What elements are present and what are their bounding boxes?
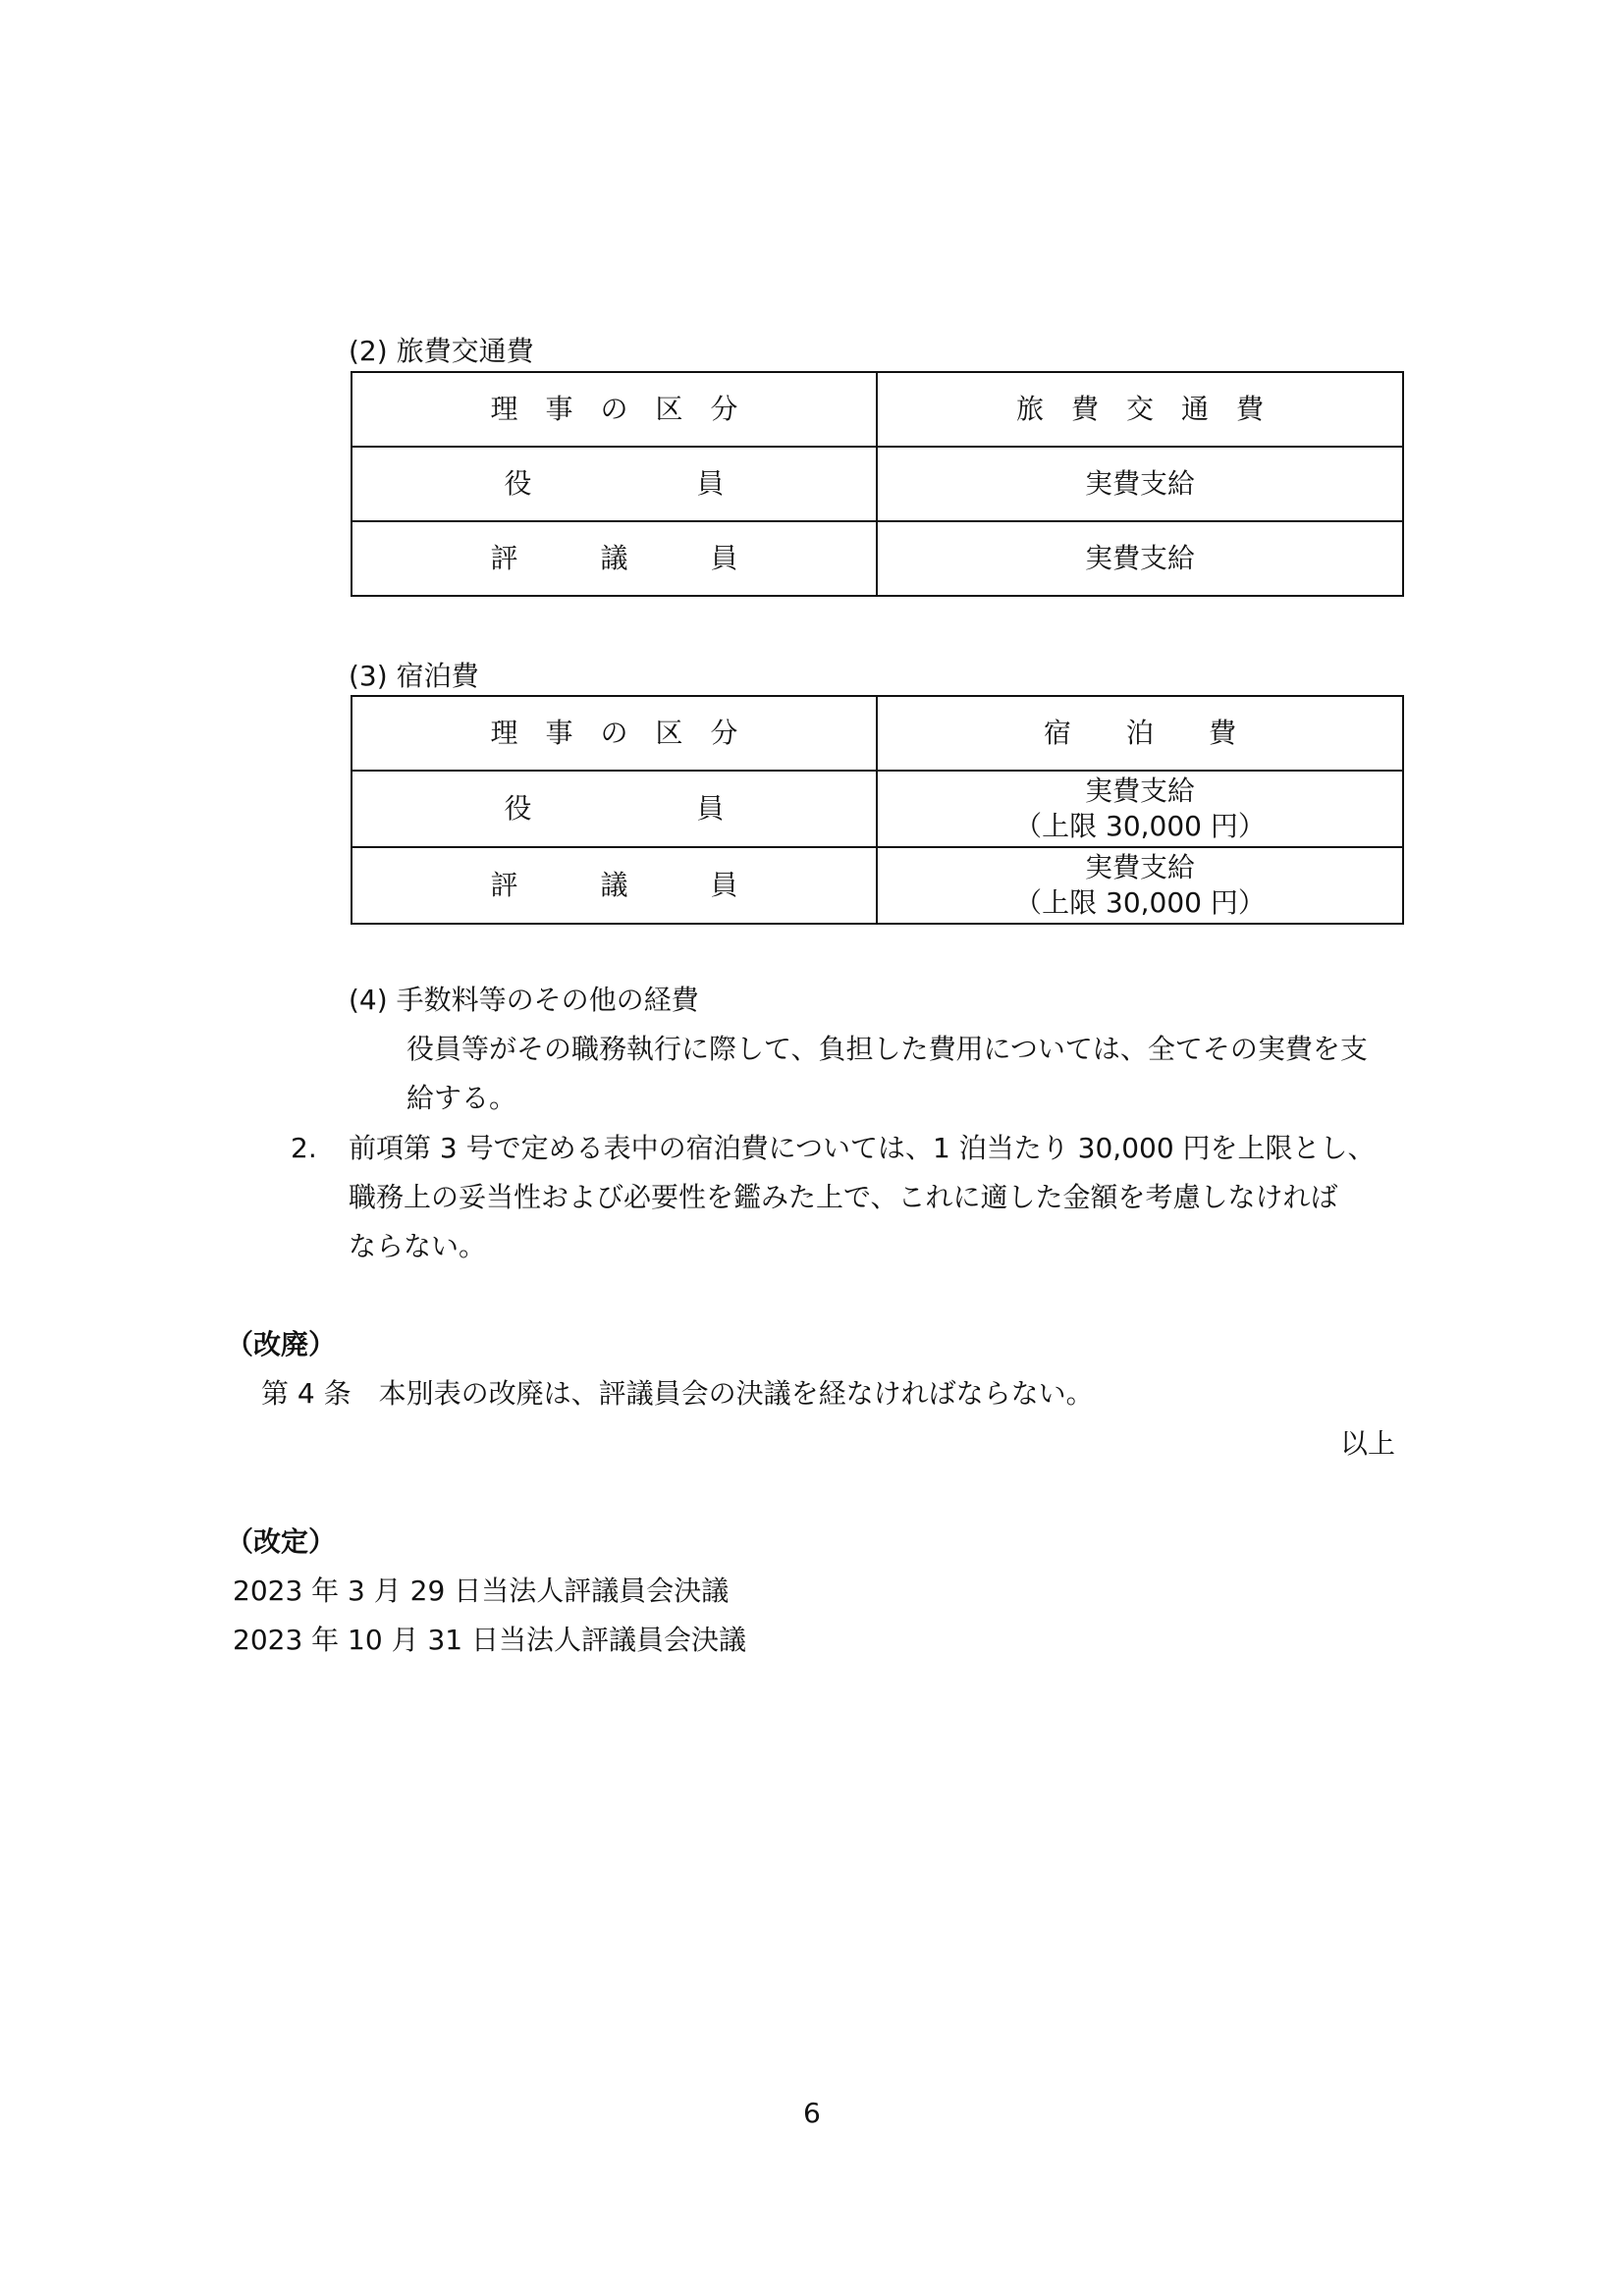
page-number: 6 bbox=[803, 2097, 821, 2129]
table-header-row bbox=[352, 696, 1403, 771]
row-value: 実費支給 bbox=[877, 521, 1403, 596]
item-2-line-2: 職務上の妥当性および必要性を鑑みた上で、これに適した金額を考慮しなければ bbox=[349, 1181, 1338, 1213]
table-row bbox=[352, 521, 1403, 596]
header-accommodation: 宿 泊 費 bbox=[877, 696, 1403, 771]
revision-heading: （改定） bbox=[226, 1525, 337, 1558]
row-label-officer: 役 員 bbox=[352, 447, 877, 521]
header-category: 理 事 の 区 分 bbox=[352, 696, 877, 771]
table-header-row bbox=[352, 372, 1403, 447]
end-mark: 以上 bbox=[1340, 1427, 1396, 1460]
row-value: 実費支給 bbox=[877, 447, 1403, 521]
table-row bbox=[352, 447, 1403, 521]
header-travel-expense: 旅 費 交 通 費 bbox=[877, 372, 1403, 447]
revision-entry: 2023 年 10 月 31 日当法人評議員会決議 bbox=[233, 1624, 747, 1656]
row-label-councilor: 評 議 員 bbox=[352, 847, 877, 924]
travel-expense-table bbox=[351, 371, 1404, 597]
row-value bbox=[877, 847, 1403, 924]
repeal-article: 第 4 条 本別表の改廃は、評議員会の決議を経なければならない。 bbox=[261, 1377, 1094, 1410]
section-4-line-1: 役員等がその職務執行に際して、負担した費用については、全てその実費を支 bbox=[406, 1033, 1368, 1065]
section-4-line-2: 給する。 bbox=[406, 1082, 517, 1114]
row-label-officer: 役 員 bbox=[352, 771, 877, 847]
item-2-line-3: ならない。 bbox=[349, 1230, 487, 1262]
table-row bbox=[352, 847, 1403, 924]
section-4-title: (4) 手数料等のその他の経費 bbox=[349, 984, 699, 1016]
section-3-title: (3) 宿泊費 bbox=[349, 660, 479, 692]
section-2-title: (2) 旅費交通費 bbox=[349, 335, 534, 367]
row-value-main: 実費支給 bbox=[1084, 851, 1195, 883]
header-category: 理 事 の 区 分 bbox=[352, 372, 877, 447]
row-label-councilor: 評 議 員 bbox=[352, 521, 877, 596]
item-2-number: 2. bbox=[291, 1132, 317, 1164]
row-value bbox=[877, 771, 1403, 847]
revision-entry: 2023 年 3 月 29 日当法人評議員会決議 bbox=[233, 1575, 730, 1607]
accommodation-table bbox=[351, 695, 1404, 925]
table-row bbox=[352, 771, 1403, 847]
repeal-heading: （改廃） bbox=[226, 1328, 337, 1361]
row-value-limit: （上限 30,000 円） bbox=[1014, 810, 1266, 842]
item-2-line-1: 前項第 3 号で定める表中の宿泊費については、1 泊当たり 30,000 円を上限とし、 bbox=[349, 1132, 1376, 1164]
row-value-limit: （上限 30,000 円） bbox=[1014, 886, 1266, 919]
row-value-main: 実費支給 bbox=[1084, 774, 1195, 807]
